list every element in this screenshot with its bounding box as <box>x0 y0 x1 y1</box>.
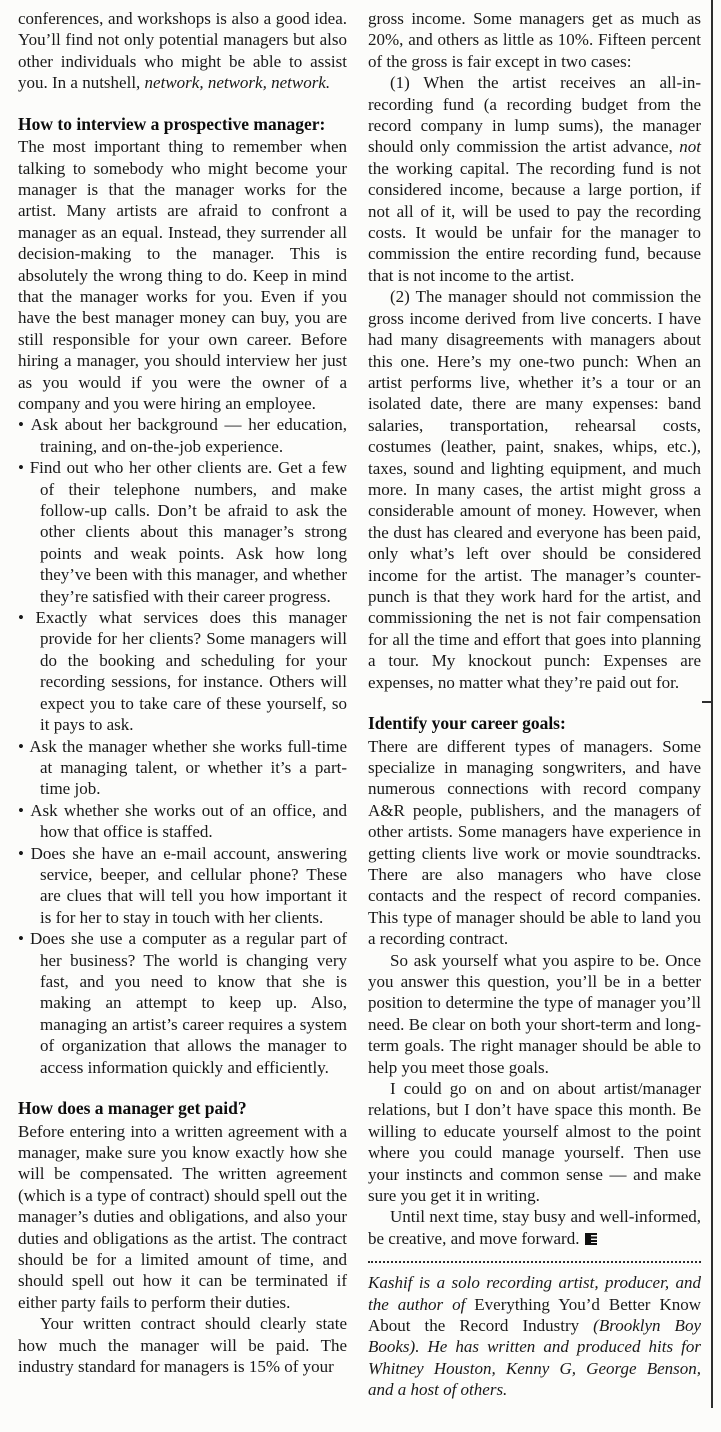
text-run: There are different types of managers. Some specialize in managing songwriters, and have numerous connections with record company A&R people, publishers, and the managers of other artists. Some managers have experience in getting clients live work or movie soundtracks. There are also managers who have close contacts and the respect of record companies. This type of manager should be able to land you a recording contract. <box>368 736 701 949</box>
paragraph <box>368 286 701 693</box>
text-run: Before entering into a written agreement with a manager, make sure you know exactly how she will be compensated. The written agreement (which is a type of contract) should spell out the manager’s duties and obligations, and also your duties and obligations as the artist. The contract should be for a limited amount of time, and should spell out how it can be terminated if either party fails to perform their duties. <box>18 1121 347 1312</box>
italic-text: network, network, network. <box>144 73 331 93</box>
bullet-item: • Ask whether she works out of an office, and how that office is staffed. <box>18 800 347 843</box>
paragraph <box>368 950 701 1078</box>
bullet-item: • Does she have an e-mail account, answering service, beeper, and cellular phone? These are clues that will tell you how important it is for her to stay in touch with her clients. <box>18 843 347 929</box>
paragraph <box>368 736 701 950</box>
text-run: So ask yourself what you aspire to be. Once you answer this question, you’ll be in a better position to determine the type of manager you’ll need. Be clear on both your short-term and long-term goals. The right manager should be able to help you meet those goals. <box>368 950 701 1077</box>
bullet-item: • Ask the manager whether she works full-time at managing talent, or whether it’s a part-time job. <box>18 736 347 800</box>
text-run: Until next time, stay busy and well-informed, be creative, and move forward. <box>368 1207 701 1248</box>
text-run: (1) When the artist receives an all-in-recording fund (a recording budget from the record company in lump sums), the manager should only commission the artist advance, <box>368 73 701 157</box>
end-of-article-icon <box>585 1233 597 1245</box>
paragraph <box>368 72 701 286</box>
paragraph <box>18 1121 347 1314</box>
page-edge-tick <box>702 701 711 703</box>
right-column <box>368 8 701 1401</box>
paragraph <box>368 8 701 72</box>
left-column <box>18 8 347 1377</box>
section-heading: Identify your career goals: <box>368 713 566 733</box>
text-run: I could go on and on about artist/manager relations, but I don’t have space this month. Be willing to educate yourself almost to the point where you could manage yourself. Then use your instincts and common sense — and make sure you get it in writing. <box>368 1079 701 1206</box>
text-run: (Brooklyn Boy Books). He has written and produced hits for Whitney Houston, Kenny G, George Benson, and a host of others. <box>368 1316 701 1400</box>
text-run: Your written contract should clearly state how much the manager will be paid. The industry standard for managers is 15% of your <box>18 1314 347 1376</box>
bullet-item: • Ask about her background — her education, training, and on-the-job experience. <box>18 414 347 457</box>
bullet-item: • Find out who her other clients are. Get a few of their telephone numbers, and make follow-up calls. Don’t be afraid to ask the other clients about this manager’s strong points and weak points. Ask how long they’ve been with this manager, and whether they’re satisfied with their career progress. <box>18 457 347 607</box>
text-run: the working capital. The recording fund is not considered income, because a large portion, if not all of it, will be used to pay the recording costs. It would be unfair for the manager to commission the entire recording fund, because that is not income to the artist. <box>368 158 701 285</box>
bullet-list <box>18 414 347 1078</box>
text-run: Kashif is a solo recording artist, producer, and the author of <box>368 1273 701 1314</box>
paragraph <box>18 136 347 414</box>
text-run: conferences, and workshops is also a good idea. You’ll find not only potential managers but also other individuals who might be able to assist you. In a nutshell, <box>18 9 347 93</box>
text-run: gross income. Some managers get as much as 20%, and others as little as 10%. Fifteen percent of the gross is fair except in two cases: <box>368 9 701 71</box>
dotted-separator <box>368 1261 701 1263</box>
bullet-item: • Does she use a computer as a regular part of her business? The world is changing very fast, and you need to know that she is making an attempt to keep up. Also, managing an artist’s career requires a system of organization that allows the manager to access information quickly and efficiently. <box>18 928 347 1078</box>
paragraph <box>368 1206 701 1249</box>
text-run: (2) The manager should not commission the gross income derived from live concerts. I have had many disagreements with managers about this one. Here’s my one-two punch: When an artist performs live, whether it’s a tour or an isolated date, there are many expenses: band salaries, transportation, rehearsal costs, costumes (leather, paint, snakes, whips, etc.), taxes, sound and lighting equipment, and much more. In many cases, the artist might gross a considerable amount of money. However, when the dust has cleared and everyone has been paid, only what’s left over should be considered income for the artist. The manager’s counter-punch is that they work hard for the artist, and commissioning the net is not fair compensation for all the time and effort that goes into planning a tour. My knockout punch: Expenses are expenses, no matter what they’re paid out for. <box>368 287 701 692</box>
text-run: The most important thing to remember when talking to somebody who might become your manager is that the manager works for the artist. Many artists are afraid to confront a manager as an equal. Instead, they surrender all decision-making to the manager. This is absolutely the wrong thing to do. Keep in mind that the manager works for you. Even if you have the best manager money can buy, you are still responsible for your own career. Before hiring a manager, you should interview her just as you would if you were the owner of a company and you were hiring an employee. <box>18 137 347 413</box>
bullet-item: • Exactly what services does this manager provide for her clients? Some managers will do the booking and scheduling for your recording sessions, for instance. Others will expect you to take care of these yourself, so it pays to ask. <box>18 607 347 735</box>
book-title-text: Everything You’d Better Know About the Record Industry <box>368 1294 701 1336</box>
section-heading: How to interview a prospective manager: <box>18 113 326 134</box>
paragraph <box>18 8 347 94</box>
paragraph <box>368 1078 701 1206</box>
section-heading: How does a manager get paid? <box>18 1098 247 1118</box>
paragraph <box>18 1313 347 1377</box>
page-edge-rule <box>711 0 713 1408</box>
author-bio <box>368 1272 701 1400</box>
italic-text: not <box>679 137 701 157</box>
